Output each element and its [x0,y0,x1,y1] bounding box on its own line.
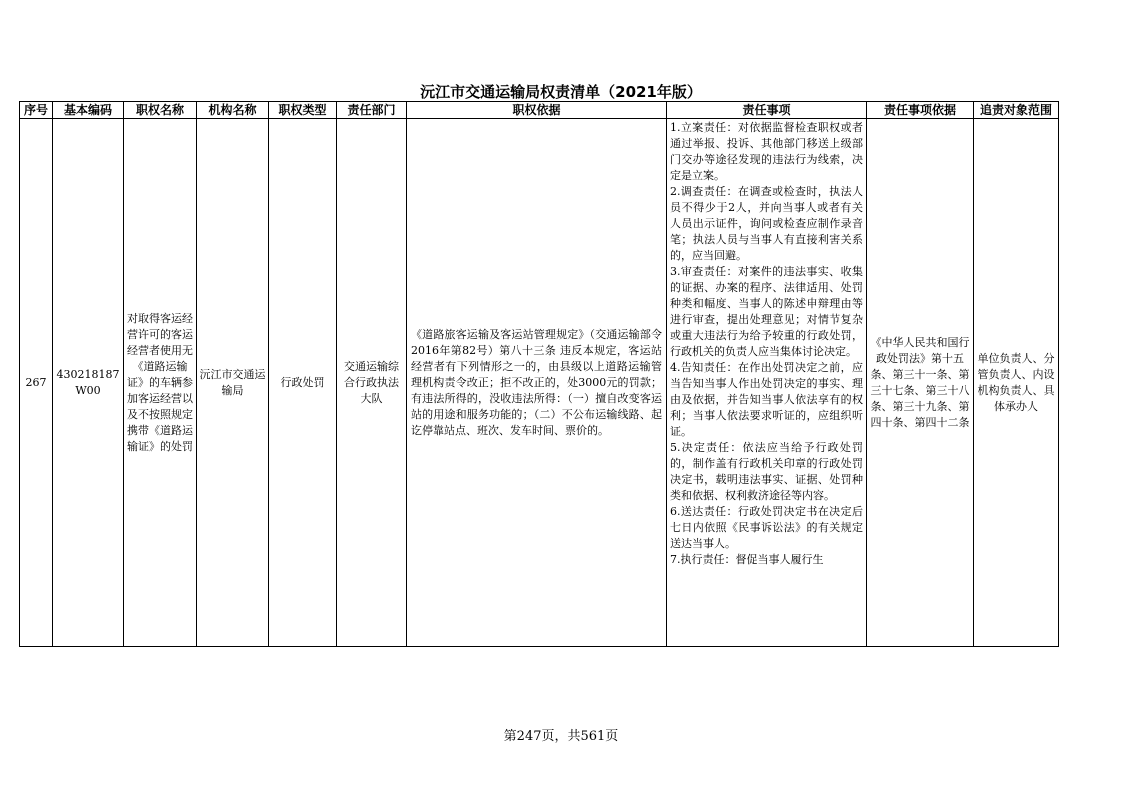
org-name-text: 沅江市交通运输局 [199,367,266,397]
cell-seq [20,119,53,647]
cell-power-name [124,119,197,647]
seq-text: 267 [25,375,47,389]
cell-dept [337,119,407,647]
cell-code [53,119,124,647]
duty-item: 3.审查责任：对案件的违法事实、收集的证据、办案的程序、法律适用、处罚种类和幅度、当事人的陈述申辩理由等进行审查，提出处理意见；对情节复杂或重大违法行为给予较重的行政处罚，行政机关的负责人应当集体讨论决定。 [670,265,863,358]
power-type-text: 行政处罚 [280,375,325,389]
header-power-name: 职权名称 [124,102,197,119]
code-text: 430218187W00 [56,367,120,397]
duties-basis-text: 《中华人民共和国行政处罚法》第十五条、第三十一条、第三十七条、第三十八条、第三十九条、第四十条、第四十二条 [870,335,970,429]
page-title: 沅江市交通运输局权责清单（2021年版） [420,83,702,101]
header-org-name: 机构名称 [197,102,269,119]
dept-text: 交通运输综合行政执法大队 [344,359,399,405]
header-basis: 职权依据 [407,102,667,119]
duty-item: 6.送达责任：行政处罚决定书在决定后七日内依照《民事诉讼法》的有关规定送达当事人。 [670,505,863,550]
cell-duties-basis [867,119,974,647]
header-power-type: 职权类型 [269,102,337,119]
duties-list [667,119,866,646]
cell-basis [407,119,667,647]
duty-item: 5.决定责任：依法应当给予行政处罚的，制作盖有行政机关印章的行政处罚决定书，载明违法事实、证据、处罚种类和依据、权利救济途径等内容。 [670,441,863,502]
header-code: 基本编码 [53,102,124,119]
cell-power-type [269,119,337,647]
cell-org-name [197,119,269,647]
header-duties: 责任事项 [667,102,867,119]
header-seq: 序号 [20,102,53,119]
table-header-row [20,102,1059,119]
header-accountability: 追责对象范围 [974,102,1059,119]
cell-duties [667,119,867,647]
duty-item: 4.告知责任：在作出处罚决定之前，应当告知当事人作出处罚决定的事实、理由及依据，并告知当事人依法享有的权利；当事人依法要求听证的，应组织听证。 [670,361,863,438]
duty-item: 7.执行责任：督促当事人履行生 [670,553,824,566]
header-duties-basis: 责任事项依据 [867,102,974,119]
cell-accountability [974,119,1059,647]
basis-text: 《道路旅客运输及客运站管理规定》（交通运输部令2016年第82号）第八十三条 违反本规定，客运站经营者有下列情形之一的，由县级以上道路运输管理机构责令改正；拒不改正的，处3000元的罚款；有违法所得的，没收违法所得：（一）擅自改变客运站的用途和服务功能的；（二）不公布运输线路、起讫停靠站点、班次、发车时间、票价的。 [411,327,662,437]
duty-item: 2.调查责任：在调查或检查时，执法人员不得少于2人，并向当事人或者有关人员出示证件，询问或检查应制作录音笔；执法人员与当事人有直接利害关系的，应当回避。 [670,185,863,262]
responsibility-table [19,101,1059,647]
header-dept: 责任部门 [337,102,407,119]
duty-item: 1.立案责任：对依据监督检查职权或者通过举报、投诉、其他部门移送上级部门交办等途径发现的违法行为线索，决定是立案。 [670,121,863,182]
table-row [20,119,1059,647]
accountability-text: 单位负责人、分管负责人、内设机构负责人、具体承办人 [977,351,1055,413]
page-footer: 第247页，共561页 [503,729,619,744]
power-name-text: 对取得客运经营许可的客运经营者使用无《道路运输证》的车辆参加客运经营以及不按照规定携带《道路运输证》的处罚 [127,311,193,453]
